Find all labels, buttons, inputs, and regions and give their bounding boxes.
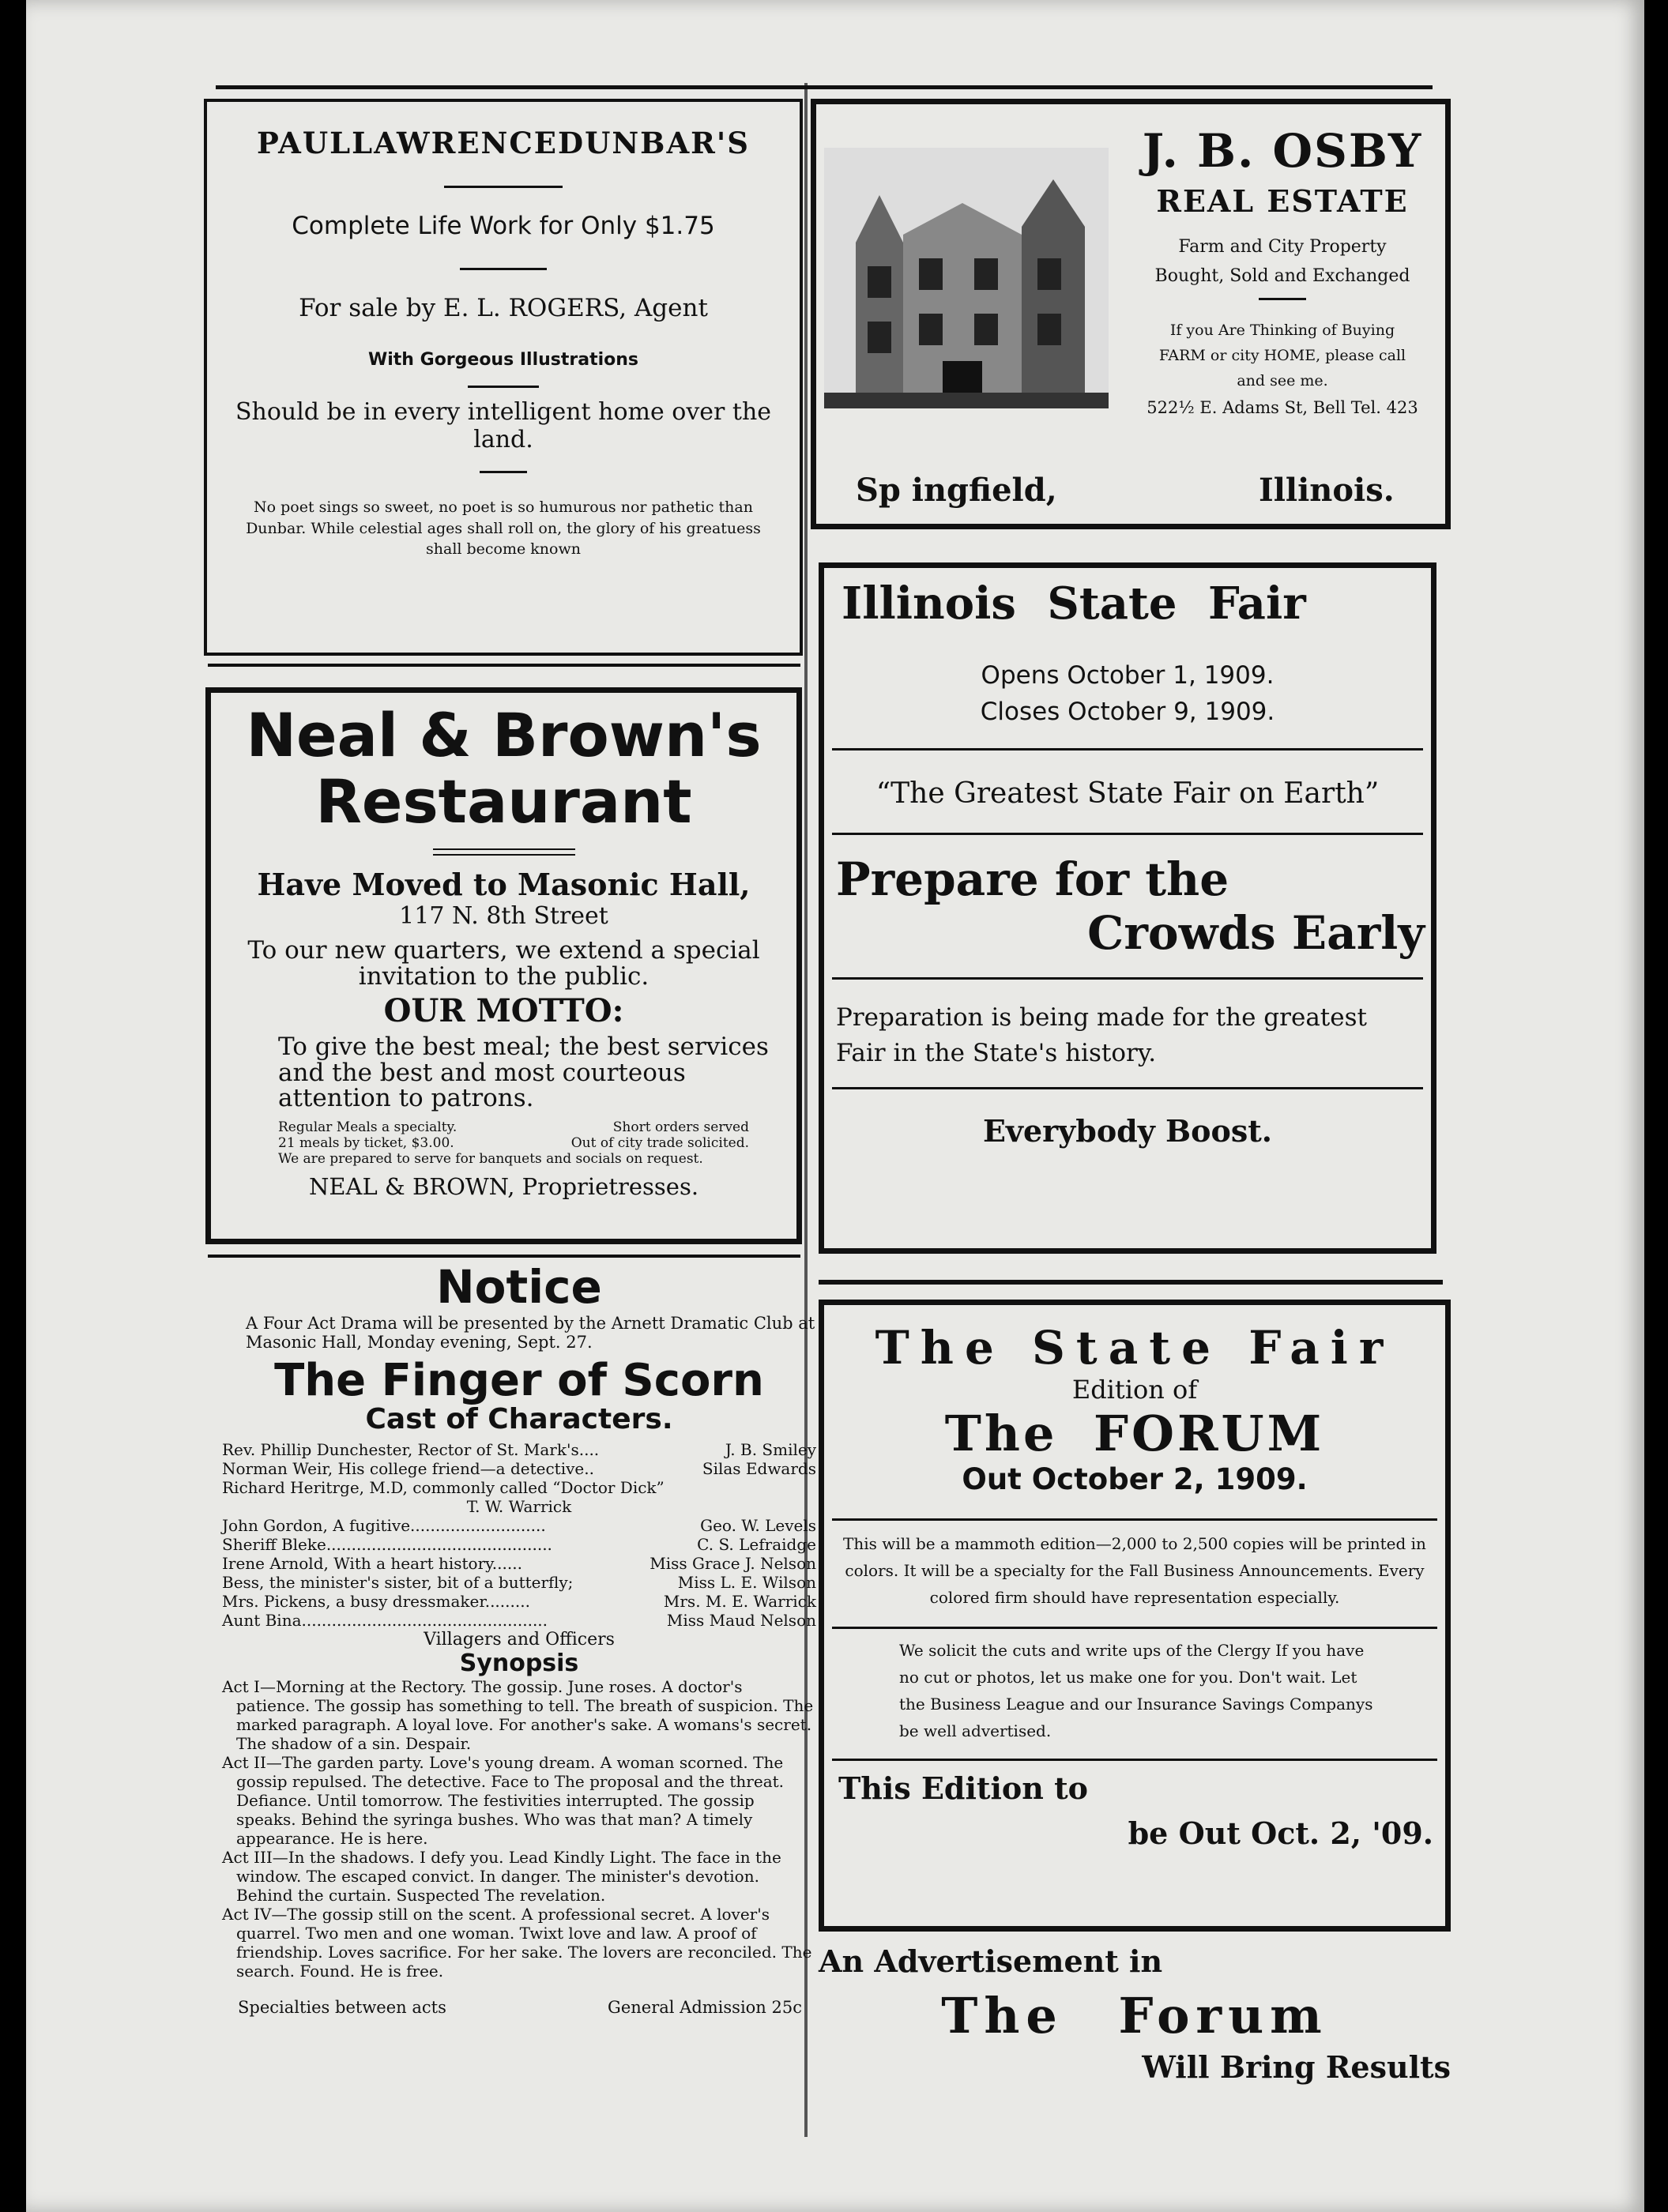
- dunbar-illustrations: With Gorgeous Illustrations: [367, 350, 639, 370]
- cast-row: [222, 1497, 816, 1516]
- osby-city: Sp ingfield,: [856, 472, 1057, 509]
- forum-date: Out October 2, 1909.: [962, 1462, 1308, 1496]
- forum-advert: [819, 1943, 1451, 2125]
- cast-row: [222, 1478, 816, 1497]
- cast-row: [222, 1592, 816, 1611]
- forum-edition-of: Edition of: [1071, 1375, 1198, 1405]
- cast-row: [222, 1611, 816, 1630]
- synopsis-title: Synopsis: [459, 1650, 579, 1678]
- act: Act IV—The gossip still on the scent. A professional secret. A lover's quarrel. Two men and one woman. Twixt love and law. A proof of friendship. Loves sacrifice. For her sake. The lovers are reconciled. The search. Found. He is free.: [222, 1905, 812, 1981]
- divider: [460, 268, 547, 270]
- neal-subtitle: Restaurant: [315, 766, 692, 837]
- play-notice: [222, 1260, 816, 2121]
- osby-business: REAL ESTATE: [1156, 183, 1409, 219]
- cast-list: [222, 1440, 816, 1630]
- forum-edition-ad: [819, 1300, 1451, 1932]
- osby-line2: Bought, Sold and Exchanged: [1154, 266, 1410, 286]
- neal-small: We are prepared to serve for banquets and socials on request.: [278, 1150, 703, 1167]
- osby-ad: [811, 99, 1451, 529]
- notice-footer: [222, 1998, 816, 2017]
- divider: [444, 186, 563, 188]
- cast-row: [222, 1516, 816, 1535]
- neal-motto: To give the best meal; the best services and the best and most courteous attention to patrons.: [278, 1033, 769, 1113]
- advert-line2: The Forum: [941, 1987, 1328, 2045]
- advert-line1: An Advertisement in: [819, 1943, 1163, 1979]
- fair-prepare2: Crowds Early: [1087, 906, 1425, 961]
- admission: General Admission 25c: [608, 1998, 802, 2018]
- dunbar-agent: For sale by E. L. ROGERS, Agent: [299, 294, 708, 322]
- divider: [433, 854, 575, 856]
- fair-boost: Everybody Boost.: [982, 1113, 1273, 1149]
- forum-title: The State Fair: [875, 1321, 1395, 1375]
- forum-paper: The FORUM: [944, 1405, 1325, 1462]
- divider: [480, 471, 527, 473]
- osby-line4: FARM or city HOME, please call: [1158, 347, 1406, 364]
- neal-small: Regular Meals a specialty.: [278, 1119, 457, 1135]
- divider: [832, 977, 1423, 980]
- house-illustration-icon: [824, 148, 1109, 408]
- specialties: Specialties between acts: [238, 1998, 446, 2018]
- neal-motto-label: OUR MOTTO:: [383, 992, 624, 1030]
- osby-line5: and see me.: [1237, 372, 1328, 389]
- neal-title: Neal & Brown's: [246, 700, 762, 770]
- dunbar-ad: [204, 99, 803, 656]
- neal-small: Out of city trade solicited.: [570, 1134, 749, 1151]
- play-title: The Finger of Scorn: [274, 1355, 764, 1407]
- cast-row: [222, 1554, 816, 1573]
- osby-address: 522½ E. Adams St, Bell Tel. 423: [1147, 398, 1418, 417]
- neal-small-row: [211, 1119, 796, 1135]
- cast-actor: Geo. W. Levels: [700, 1516, 816, 1536]
- advert-line3: Will Bring Results: [1142, 2049, 1451, 2085]
- neal-sign: NEAL & BROWN, Proprietresses.: [308, 1172, 699, 1200]
- neal-street: 117 N. 8th Street: [399, 902, 608, 931]
- forum-edition-line2: be Out Oct. 2, '09.: [1128, 1815, 1433, 1851]
- cast-role: Norman Weir, His college friend—a detective..: [222, 1459, 594, 1479]
- cast-role: Mrs. Pickens, a busy dressmaker.........: [222, 1592, 530, 1612]
- fair-prepare1: Prepare for the: [836, 852, 1229, 907]
- act: Act I—Morning at the Rectory. The gossip. June roses. A doctor's patience. The gossip has something to tell. The breath of suspicion. The marked paragraph. A loyal love. For another's sake. A womans's secret. The shadow of a sin. Despair.: [222, 1677, 814, 1754]
- neal-small: Short orders served: [612, 1119, 749, 1135]
- cast-title: Cast of Characters.: [365, 1403, 673, 1436]
- dunbar-title: PAULLAWRENCEDUNBAR'S: [257, 126, 750, 160]
- dunbar-price: Complete Life Work for Only $1.75: [292, 212, 715, 240]
- rule: [208, 664, 800, 667]
- act: Act II—The garden party. Love's young dream. A woman scorned. The gossip repulsed. The detective. Face to The proposal and the threat. Defiance. Until tomorrow. The festivities interrupted. The gossip speaks. Behind the syringa bushes. Who was that man? A timely appearance. He is here.: [222, 1753, 785, 1849]
- synopsis: [222, 1677, 816, 1981]
- forum-para2: We solicit the cuts and write ups of the Clergy If you have no cut or photos, let us make one for you. Don't wait. Let the Business League and our Insurance Savings Companys be well advertised.: [899, 1641, 1373, 1740]
- divider: [832, 1087, 1423, 1089]
- fair-prep-text: Preparation is being made for the greatest Fair in the State's history.: [836, 1003, 1367, 1068]
- cast-row: [222, 1535, 816, 1554]
- cast-actor: T. W. Warrick: [466, 1497, 572, 1517]
- newspaper-page: [26, 0, 1644, 2212]
- cast-role: Bess, the minister's sister, bit of a butterfly;: [222, 1573, 574, 1593]
- cast-actor: Mrs. M. E. Warrick: [663, 1592, 816, 1612]
- cast-role: Rev. Phillip Dunchester, Rector of St. Mark's....: [222, 1440, 600, 1460]
- dunbar-home: Should be in every intelligent home over the land.: [235, 398, 772, 453]
- rule: [208, 1255, 800, 1258]
- divider: [433, 848, 575, 850]
- rule: [819, 1280, 1443, 1285]
- divider: [832, 748, 1423, 750]
- fair-opens: Opens October 1, 1909.: [981, 661, 1275, 690]
- divider: [1259, 298, 1306, 300]
- cast-actor: Miss L. E. Wilson: [677, 1573, 816, 1593]
- cast-row: [222, 1440, 816, 1459]
- forum-para1: This will be a mammoth edition—2,000 to 2,500 copies will be printed in colors. It will be a specialty for the Fall Business Announcements. Every colored firm should have representation especially.: [843, 1534, 1426, 1607]
- divider: [468, 386, 539, 388]
- neal-small-row: [211, 1135, 796, 1151]
- neal-invite: To our new quarters, we extend a special invitation to the public.: [247, 936, 760, 991]
- notice-title: Notice: [436, 1260, 602, 1314]
- notice-intro: A Four Act Drama will be presented by the Arnett Dramatic Club at Masonic Hall, Monday evening, Sept. 27.: [246, 1314, 815, 1352]
- act: Act III—In the shadows. I defy you. Lead Kindly Light. The face in the window. The escaped convict. In danger. The minister's devotion. Behind the curtain. Suspected The revelation.: [222, 1848, 781, 1905]
- dunbar-quote: No poet sings so sweet, no poet is so humurous nor pathetic than Dunbar. While celestial ages shall roll on, the glory of his greatuess shall become known: [246, 498, 761, 559]
- cast-role: John Gordon, A fugitive...........................: [222, 1516, 546, 1536]
- divider: [832, 833, 1423, 835]
- fair-closes: Closes October 9, 1909.: [980, 698, 1275, 726]
- state-fair-ad: [819, 562, 1436, 1254]
- fair-slogan: “The Greatest State Fair on Earth”: [875, 777, 1380, 810]
- osby-line3: If you Are Thinking of Buying: [1169, 322, 1395, 339]
- osby-name: J. B. OSBY: [1142, 124, 1423, 178]
- neal-small: 21 meals by ticket, $3.00.: [278, 1134, 454, 1151]
- neal-brown-ad: [205, 687, 802, 1244]
- cast-row: [222, 1459, 816, 1478]
- cast-row: [222, 1573, 816, 1592]
- osby-state: Illinois.: [1259, 472, 1395, 509]
- cast-actor: Miss Grace J. Nelson: [650, 1554, 816, 1574]
- top-rule: [216, 85, 1433, 89]
- osby-line1: Farm and City Property: [1178, 237, 1387, 257]
- cast-role: Irene Arnold, With a heart history......: [222, 1554, 522, 1574]
- cast-actor: C. S. Lefraidge: [697, 1535, 816, 1555]
- cast-actor: J. B. Smiley: [725, 1440, 816, 1460]
- forum-edition-line1: This Edition to: [838, 1770, 1089, 1806]
- cast-actor: Silas Edwards: [702, 1459, 816, 1479]
- cast-role: Aunt Bina.................................................: [222, 1611, 548, 1631]
- neal-moved: Have Moved to Masonic Hall,: [257, 867, 751, 903]
- villagers: Villagers and Officers: [424, 1630, 615, 1650]
- cast-actor: Miss Maud Nelson: [666, 1611, 816, 1631]
- divider: [832, 1759, 1437, 1761]
- cast-role: Sheriff Bleke.............................................: [222, 1535, 552, 1555]
- fair-title: Illinois State Fair: [842, 577, 1306, 630]
- cast-role: Richard Heritrge, M.D, commonly called “Doctor Dick”: [222, 1478, 665, 1498]
